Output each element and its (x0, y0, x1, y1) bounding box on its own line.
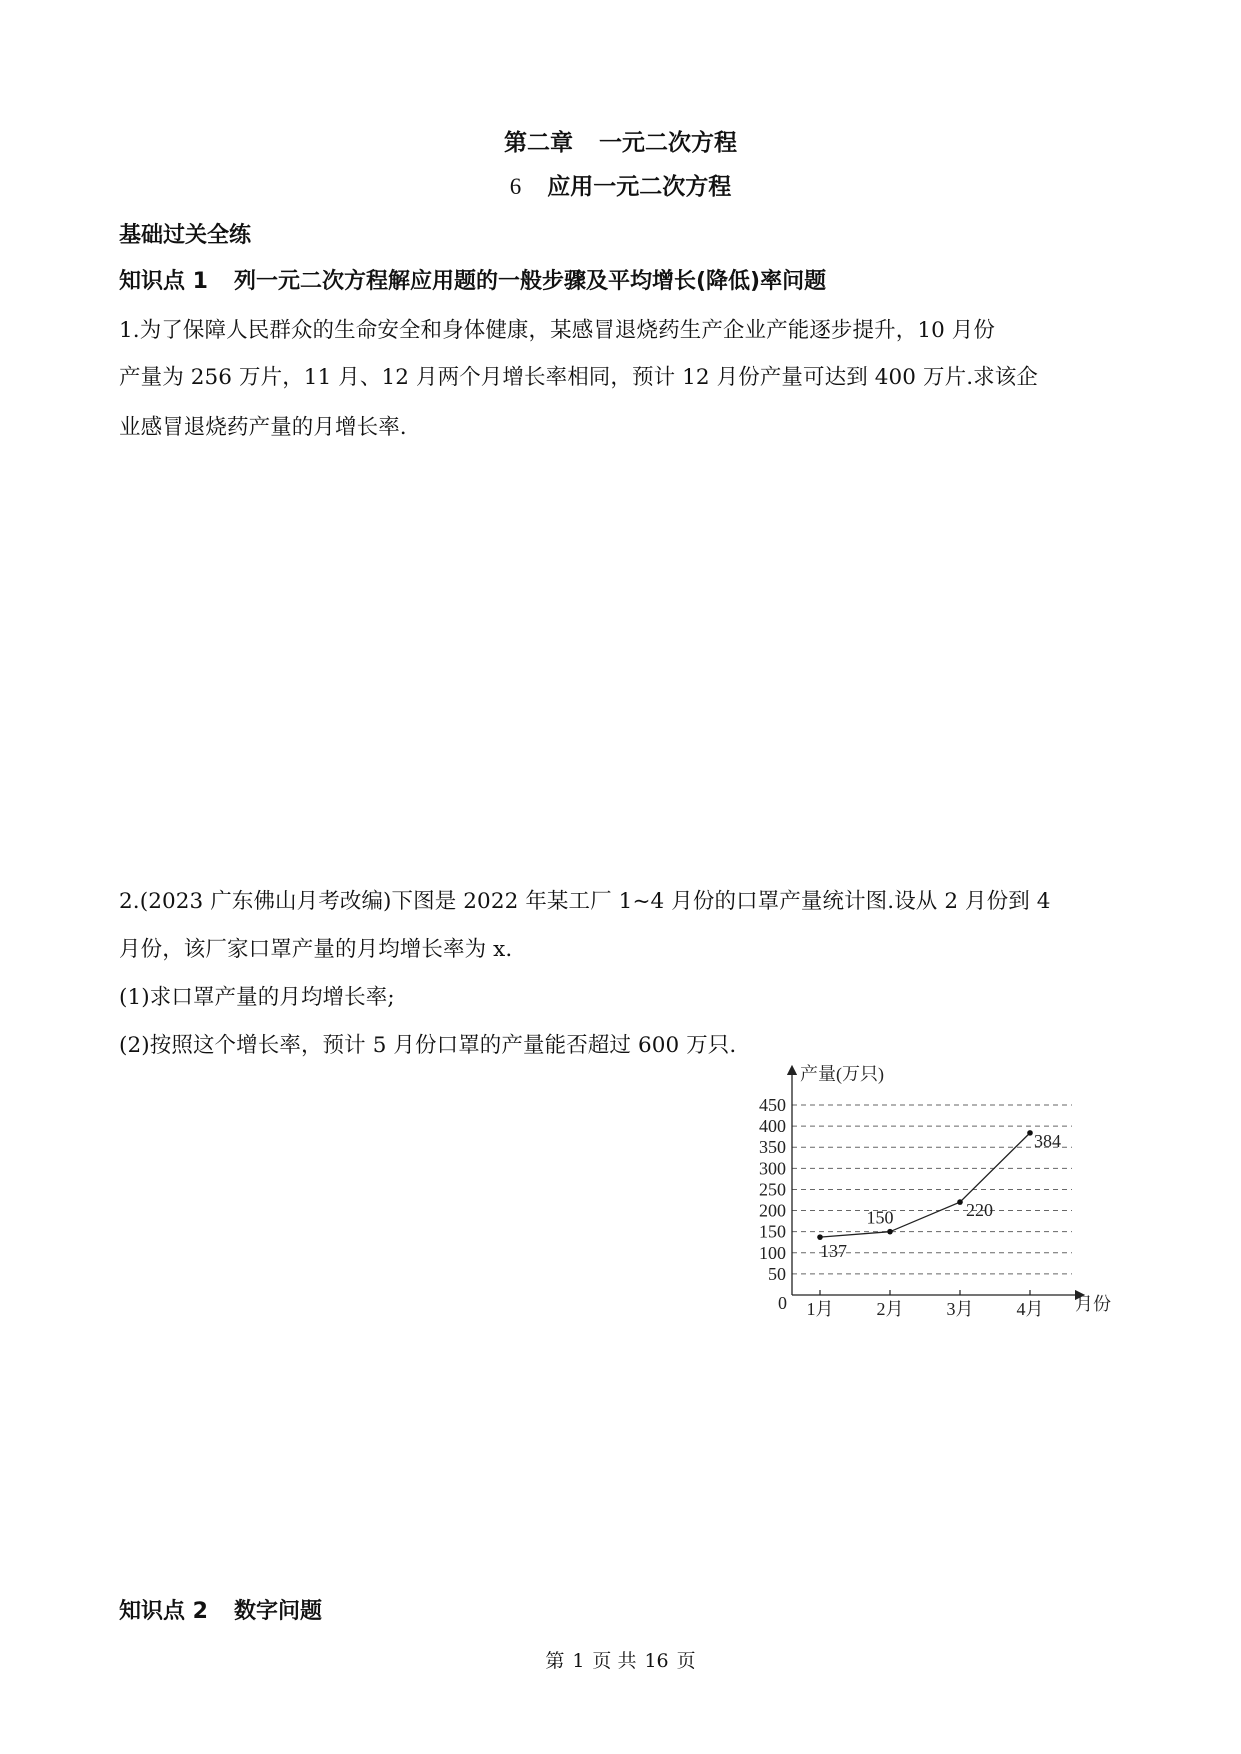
section-number: 6 (509, 174, 522, 199)
y-tick-label-200: 200 (759, 1200, 786, 1221)
section-title-text: 应用一元二次方程 (547, 174, 732, 200)
x-tick-label-1: 1月 (806, 1299, 834, 1319)
y-tick-label-150: 150 (759, 1221, 786, 1242)
knowledge-point-1-label: 知识点 1 (119, 269, 208, 294)
data-label-2: 150 (866, 1207, 894, 1228)
production-line-chart (740, 1060, 1140, 1340)
chart-series (817, 1130, 1033, 1240)
problem-2-line-1: 2.(2023 广东佛山月考改编)下图是 2022 年某工厂 1~4 月份的口罩产量统计图.设从 2 月份到 4 (119, 889, 1051, 914)
problem-2-line-2: 月份，该厂家口罩产量的月均增长率为 x. (119, 937, 513, 962)
chart-y-axis-label: 产量(万只) (800, 1064, 884, 1084)
knowledge-point-2-heading (119, 1594, 322, 1625)
y-tick-label-300: 300 (759, 1158, 786, 1179)
series-line (820, 1133, 1030, 1237)
knowledge-point-1-title: 列一元二次方程解应用题的一般步骤及平均增长(降低)率问题 (233, 269, 827, 294)
data-label-3: 220 (966, 1200, 993, 1221)
problem-1-line-3: 业感冒退烧药产量的月增长率. (119, 415, 407, 440)
y-tick-label-450: 450 (759, 1095, 786, 1115)
chart-axes (792, 1070, 1080, 1295)
chart-x-ticks (807, 1290, 1044, 1319)
page-footer (0, 1646, 1241, 1673)
y-tick-label-100: 100 (759, 1242, 786, 1263)
chapter-title-part2: 一元二次方程 (599, 130, 737, 156)
chart-x-axis-label: 月份 (1075, 1294, 1111, 1314)
data-point-2 (887, 1229, 893, 1235)
footer-middle: 页 共 (592, 1650, 637, 1672)
knowledge-point-2-title: 数字问题 (233, 1599, 322, 1624)
problem-1-line-2: 产量为 256 万片，11 月、12 月两个月增长率相同，预计 12 月份产量可达到 400 万片.求该企 (119, 365, 1038, 390)
footer-total-pages: 16 (644, 1650, 669, 1672)
y-tick-label-50: 50 (768, 1263, 786, 1284)
chapter-title (0, 124, 1241, 157)
footer-page-number: 1 (572, 1650, 585, 1672)
data-label-4: 384 (1034, 1130, 1061, 1151)
chart-y-ticks (759, 1095, 786, 1284)
knowledge-point-1-heading (119, 264, 826, 295)
footer-prefix: 第 (545, 1650, 565, 1672)
problem-1-line-1: 1.为了保障人民群众的生命安全和身体健康，某感冒退烧药生产企业产能逐步提升，10 月份 (119, 318, 996, 343)
problem-2-sub-1: (1)求口罩产量的月均增长率; (119, 985, 395, 1010)
data-point-1 (817, 1234, 823, 1240)
y-tick-label-350: 350 (759, 1137, 786, 1158)
x-tick-label-2: 2月 (876, 1299, 904, 1319)
data-label-1: 137 (820, 1241, 847, 1262)
x-tick-label-4: 4月 (1016, 1299, 1044, 1319)
y-tick-label-250: 250 (759, 1179, 786, 1200)
problem-2-sub-2: (2)按照这个增长率，预计 5 月份口罩的产量能否超过 600 万只. (119, 1033, 737, 1058)
knowledge-point-2-label: 知识点 2 (119, 1599, 208, 1624)
data-point-4 (1027, 1130, 1033, 1136)
section-title (0, 168, 1241, 201)
chart-origin-label: 0 (778, 1293, 787, 1313)
section-heading: 基础过关全练 (119, 223, 252, 248)
data-point-3 (957, 1199, 963, 1205)
chapter-title-part1: 第二章 (504, 130, 573, 156)
x-tick-label-3: 3月 (946, 1299, 974, 1319)
footer-suffix: 页 (676, 1650, 696, 1672)
y-tick-label-400: 400 (759, 1116, 786, 1137)
chart-data-labels (820, 1131, 1061, 1261)
